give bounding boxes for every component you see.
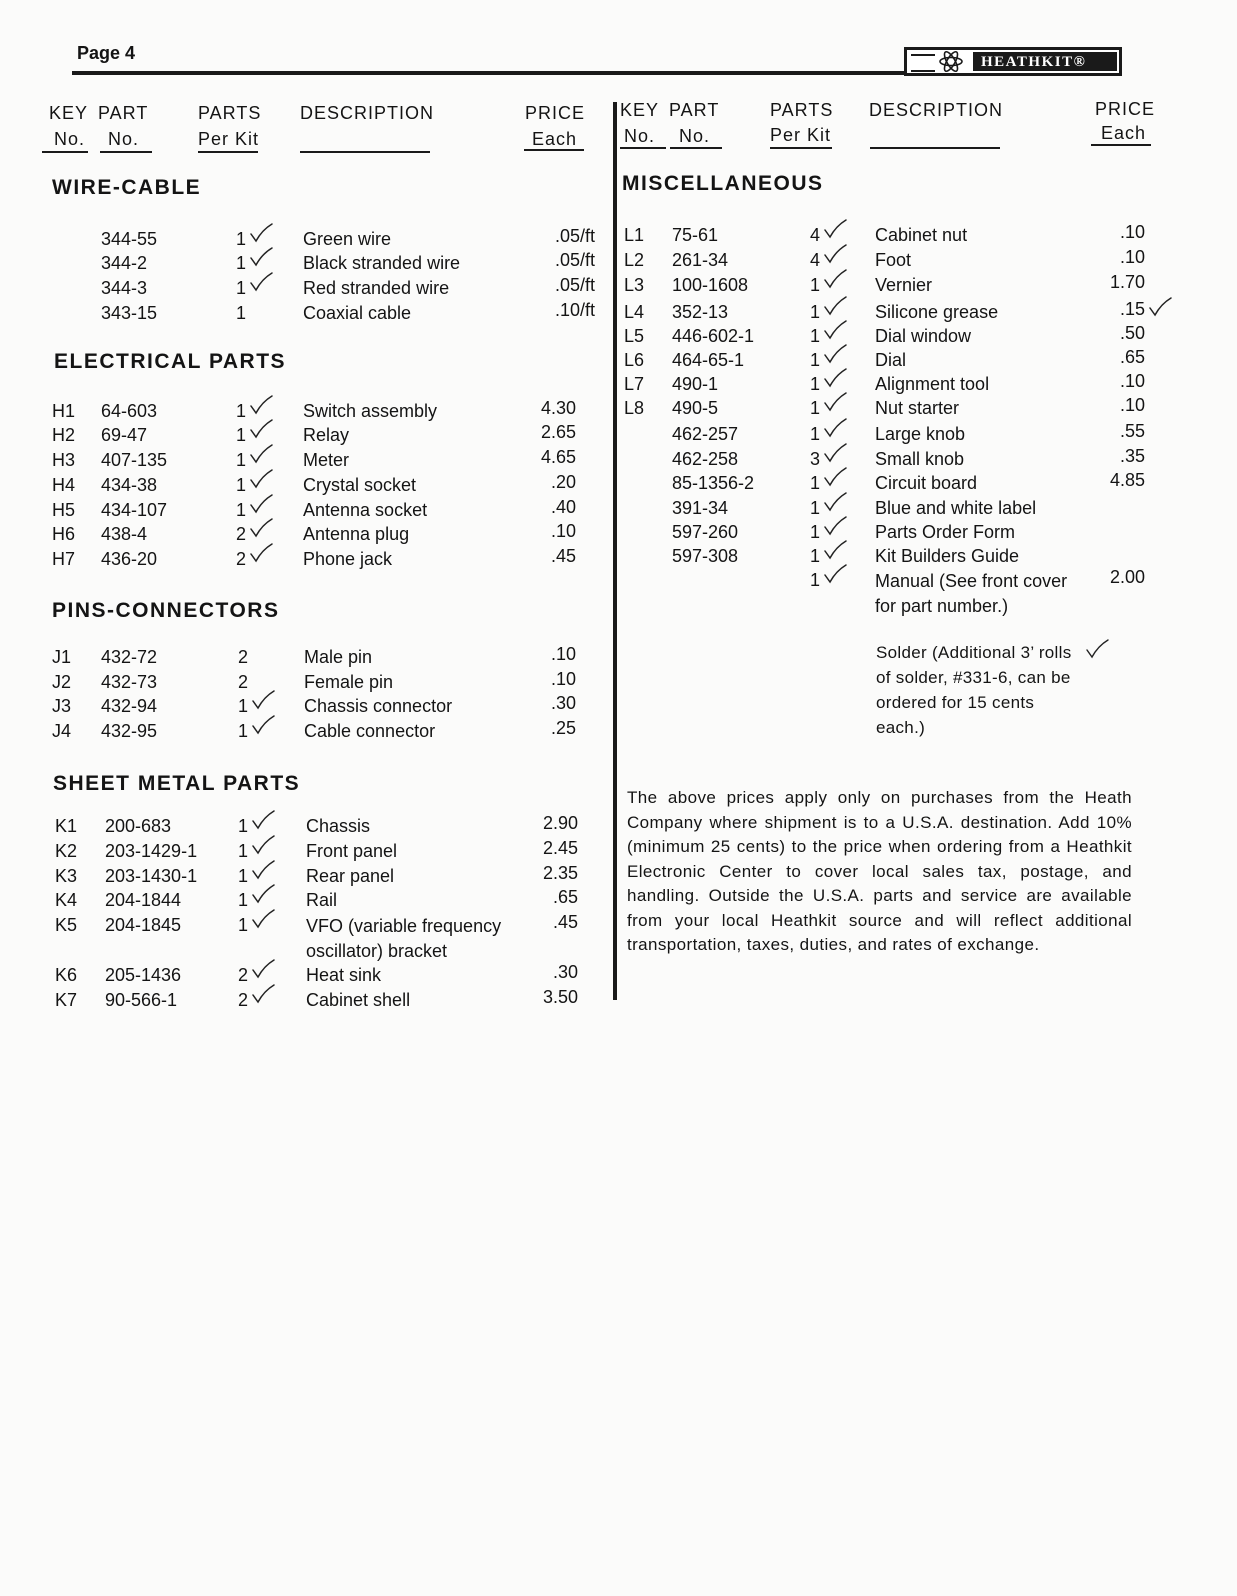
description: Antenna socket <box>303 500 428 520</box>
key-number: H6 <box>52 524 76 544</box>
part-number: 344-3 <box>101 278 148 298</box>
description: Nut starter <box>875 398 960 418</box>
description: Coaxial cable <box>303 303 412 323</box>
key-number: H7 <box>52 549 76 569</box>
check-mark-icon <box>1148 296 1172 318</box>
underline <box>1091 144 1151 146</box>
key-number: L1 <box>624 225 645 245</box>
parts-per-kit: 1 <box>236 229 247 249</box>
part-number: 203-1430-1 <box>105 866 198 886</box>
description: VFO (variable frequency oscillator) bracket <box>306 916 502 961</box>
description: Circuit board <box>875 473 978 493</box>
underline <box>870 147 1000 149</box>
part-number: 490-5 <box>672 398 719 418</box>
parts-per-kit: 1 <box>810 424 821 444</box>
description: Male pin <box>304 647 373 667</box>
description: Manual (See front cover for part number.) <box>875 571 1068 616</box>
check-mark-icon <box>251 689 275 711</box>
part-number: 462-258 <box>672 449 739 469</box>
description: Chassis <box>306 816 371 836</box>
part-number: 432-94 <box>101 696 158 716</box>
header-description: DESCRIPTION <box>300 103 435 123</box>
part-number: 85-1356-2 <box>672 473 755 493</box>
part-number: 446-602-1 <box>672 326 755 346</box>
part-number: 204-1845 <box>105 915 182 935</box>
price: .05/ft <box>554 226 595 246</box>
part-number: 343-15 <box>101 303 158 323</box>
check-mark-icon <box>823 367 847 389</box>
parts-per-kit: 1 <box>810 374 821 394</box>
check-mark-icon <box>1085 638 1109 660</box>
parts-per-kit: 1 <box>236 401 247 421</box>
price: 2.00 <box>1109 567 1145 587</box>
key-number: K4 <box>55 890 78 910</box>
header-each: Each <box>1101 123 1147 143</box>
price: .25 <box>550 718 576 738</box>
description: Rail <box>306 890 338 910</box>
price: .50 <box>1119 323 1145 343</box>
part-number: 391-34 <box>672 498 729 518</box>
key-number: K3 <box>55 866 78 886</box>
price: .05/ft <box>554 275 595 295</box>
part-number: 90-566-1 <box>105 990 178 1010</box>
price: .15 <box>1119 299 1145 319</box>
part-number: 597-260 <box>672 522 739 542</box>
header-parts: PARTS <box>198 103 262 123</box>
description: Small knob <box>875 449 965 469</box>
check-mark-icon <box>823 417 847 439</box>
header-parts: PARTS <box>770 100 834 120</box>
parts-per-kit: 1 <box>236 500 247 520</box>
check-mark-icon <box>823 319 847 341</box>
atom-icon <box>937 50 965 73</box>
part-number: 100-1608 <box>672 275 749 295</box>
key-number: J4 <box>52 721 72 741</box>
parts-per-kit: 1 <box>810 326 821 346</box>
underline <box>620 147 666 149</box>
part-number: 462-257 <box>672 424 739 444</box>
check-mark-icon <box>249 493 273 515</box>
check-mark-icon <box>823 391 847 413</box>
check-mark-icon <box>823 515 847 537</box>
parts-per-kit: 1 <box>810 498 821 518</box>
price: .10 <box>1119 371 1145 391</box>
parts-per-kit: 2 <box>238 965 249 985</box>
check-mark-icon <box>823 268 847 290</box>
key-number: L2 <box>624 250 645 270</box>
underline <box>42 151 88 153</box>
check-mark-icon <box>823 295 847 317</box>
key-number: K7 <box>55 990 78 1010</box>
part-number: 203-1429-1 <box>105 841 198 861</box>
price: 2.65 <box>540 422 576 442</box>
parts-per-kit: 1 <box>810 275 821 295</box>
check-mark-icon <box>249 443 273 465</box>
key-number: J2 <box>52 672 72 692</box>
description: Crystal socket <box>303 475 417 495</box>
check-mark-icon <box>823 466 847 488</box>
parts-per-kit: 1 <box>810 546 821 566</box>
part-number: 490-1 <box>672 374 719 394</box>
description: Front panel <box>306 841 398 861</box>
underline <box>770 147 832 149</box>
header-key-no: No. <box>624 126 656 146</box>
underline <box>300 151 430 153</box>
price: 4.85 <box>1109 470 1145 490</box>
parts-per-kit: 1 <box>238 866 249 886</box>
part-number: 75-61 <box>672 225 719 245</box>
check-mark-icon <box>251 809 275 831</box>
parts-per-kit: 2 <box>238 647 249 667</box>
header-each: Each <box>532 129 578 149</box>
description: Vernier <box>875 275 933 295</box>
price: 4.65 <box>540 447 576 467</box>
parts-per-kit: 1 <box>238 816 249 836</box>
parts-per-kit: 3 <box>810 449 821 469</box>
price: .40 <box>550 497 576 517</box>
key-number: J3 <box>52 696 72 716</box>
check-mark-icon <box>251 859 275 881</box>
part-number: 64-603 <box>101 401 158 421</box>
key-number: K5 <box>55 915 78 935</box>
price: 2.35 <box>542 863 578 883</box>
price: .45 <box>550 546 576 566</box>
check-mark-icon <box>249 418 273 440</box>
description: Cabinet nut <box>875 225 968 245</box>
parts-per-kit: 1 <box>810 522 821 542</box>
key-number: J1 <box>52 647 72 667</box>
check-mark-icon <box>823 343 847 365</box>
check-mark-icon <box>251 958 275 980</box>
parts-per-kit: 1 <box>238 915 249 935</box>
description: Switch assembly <box>303 401 438 421</box>
price: 2.90 <box>542 813 578 833</box>
price: .45 <box>552 912 578 932</box>
header-part-no: No. <box>679 126 711 146</box>
description: Cabinet shell <box>306 990 411 1010</box>
price: .55 <box>1119 421 1145 441</box>
check-mark-icon <box>823 218 847 240</box>
parts-per-kit: 1 <box>810 570 821 590</box>
key-number: L4 <box>624 302 645 322</box>
price: .10/ft <box>554 300 595 320</box>
price: .30 <box>552 962 578 982</box>
key-number: H4 <box>52 475 76 495</box>
parts-per-kit: 2 <box>238 990 249 1010</box>
description: Red stranded wire <box>303 278 450 298</box>
part-number: 434-107 <box>101 500 168 520</box>
price: 2.45 <box>542 838 578 858</box>
part-number: 261-34 <box>672 250 729 270</box>
price: .10 <box>550 669 576 689</box>
solder-note: Solder (Additional 3’ rolls of solder, #331-6, can be ordered for 15 cents each.) <box>876 643 1072 737</box>
description: Antenna plug <box>303 524 410 544</box>
description: Black stranded wire <box>303 253 461 273</box>
price: .05/ft <box>554 250 595 270</box>
section-title-electrical: ELECTRICAL PARTS <box>54 350 287 373</box>
header-part: PART <box>98 103 149 123</box>
header-part-no: No. <box>108 129 140 149</box>
column-divider <box>613 102 617 1000</box>
check-mark-icon <box>249 517 273 539</box>
check-mark-icon <box>249 246 273 268</box>
check-mark-icon <box>249 394 273 416</box>
description: Rear panel <box>306 866 395 886</box>
description: Blue and white label <box>875 498 1037 518</box>
parts-per-kit: 1 <box>810 398 821 418</box>
description: Female pin <box>304 672 394 692</box>
key-number: K1 <box>55 816 78 836</box>
part-number: 352-13 <box>672 302 729 322</box>
price: .10 <box>1119 395 1145 415</box>
check-mark-icon <box>251 983 275 1005</box>
parts-per-kit: 1 <box>238 890 249 910</box>
description: Parts Order Form <box>875 522 1016 542</box>
price: .35 <box>1119 446 1145 466</box>
check-mark-icon <box>823 491 847 513</box>
key-number: L8 <box>624 398 645 418</box>
description: Chassis connector <box>304 696 453 716</box>
part-number: 432-73 <box>101 672 158 692</box>
description: Cable connector <box>304 721 436 741</box>
part-number: 204-1844 <box>105 890 182 910</box>
parts-per-kit: 1 <box>238 841 249 861</box>
section-title-sheet-metal: SHEET METAL PARTS <box>53 772 301 795</box>
price: .10 <box>1119 222 1145 242</box>
check-mark-icon <box>251 834 275 856</box>
page-label: Page 4 <box>77 43 136 63</box>
parts-per-kit: 2 <box>236 549 247 569</box>
description: Heat sink <box>306 965 382 985</box>
brand-name: HEATHKIT® <box>973 52 1117 71</box>
parts-per-kit: 1 <box>238 696 249 716</box>
key-number: L3 <box>624 275 645 295</box>
header-key: KEY <box>620 100 660 120</box>
price: .65 <box>552 887 578 907</box>
check-mark-icon <box>823 243 847 265</box>
pricing-note: The above prices apply only on purchases from the Heath Company where shipment is to a U.S.A. destination. Add 10% (minimum 25 cents) to the price when ordering from a Heathkit Electronic Center to cover local sales tax, postage, and handling. Outside the U.S.A. parts and service are available from your local Heathkit source and will reflect additional transportation, taxes, duties, and rates of exchange. <box>627 788 1132 954</box>
section-title-pins-connectors: PINS-CONNECTORS <box>52 599 280 622</box>
part-number: 205-1436 <box>105 965 182 985</box>
description: Phone jack <box>303 549 393 569</box>
underline <box>100 151 152 153</box>
part-number: 432-95 <box>101 721 158 741</box>
header-description: DESCRIPTION <box>869 100 1004 120</box>
description: Silicone grease <box>875 302 999 322</box>
check-mark-icon <box>249 542 273 564</box>
parts-per-kit: 1 <box>810 350 821 370</box>
key-number: L5 <box>624 326 645 346</box>
part-number: 344-55 <box>101 229 158 249</box>
description: Dial window <box>875 326 972 346</box>
header-part: PART <box>669 100 720 120</box>
key-number: H1 <box>52 401 76 421</box>
description: Relay <box>303 425 350 445</box>
parts-per-kit: 1 <box>236 450 247 470</box>
part-number: 200-683 <box>105 816 172 836</box>
header-price: PRICE <box>1095 99 1156 119</box>
parts-per-kit: 1 <box>236 278 247 298</box>
check-mark-icon <box>823 442 847 464</box>
parts-per-kit: 2 <box>238 672 249 692</box>
part-number: 438-4 <box>101 524 148 544</box>
parts-per-kit: 4 <box>810 250 821 270</box>
check-mark-icon <box>249 271 273 293</box>
description: Kit Builders Guide <box>875 546 1020 566</box>
key-number: H5 <box>52 500 76 520</box>
key-number: L7 <box>624 374 645 394</box>
key-number: K2 <box>55 841 78 861</box>
description: Foot <box>875 250 912 270</box>
logo-stripes <box>911 54 935 72</box>
parts-per-kit: 1 <box>236 253 247 273</box>
header-per-kit: Per Kit <box>198 129 260 149</box>
description: Large knob <box>875 424 966 444</box>
heathkit-logo <box>904 47 1122 76</box>
part-number: 344-2 <box>101 253 148 273</box>
part-number: 432-72 <box>101 647 158 667</box>
price: .10 <box>1119 247 1145 267</box>
check-mark-icon <box>823 563 847 585</box>
parts-per-kit: 1 <box>236 475 247 495</box>
key-number: K6 <box>55 965 78 985</box>
price: 1.70 <box>1109 272 1145 292</box>
underline <box>524 149 584 151</box>
description: Green wire <box>303 229 392 249</box>
description: Dial <box>875 350 907 370</box>
description: Alignment tool <box>875 374 990 394</box>
header-key: KEY <box>49 103 89 123</box>
part-number: 434-38 <box>101 475 158 495</box>
parts-per-kit: 1 <box>810 473 821 493</box>
check-mark-icon <box>823 539 847 561</box>
check-mark-icon <box>249 468 273 490</box>
price: .30 <box>550 693 576 713</box>
header-price: PRICE <box>525 103 586 123</box>
part-number: 69-47 <box>101 425 148 445</box>
parts-per-kit: 1 <box>236 425 247 445</box>
check-mark-icon <box>251 908 275 930</box>
key-number: L6 <box>624 350 645 370</box>
price: .20 <box>550 472 576 492</box>
underline <box>670 147 722 149</box>
header-per-kit: Per Kit <box>770 125 832 145</box>
price: .65 <box>1119 347 1145 367</box>
part-number: 407-135 <box>101 450 168 470</box>
price: .10 <box>550 521 576 541</box>
check-mark-icon <box>249 222 273 244</box>
part-number: 597-308 <box>672 546 739 566</box>
key-number: H3 <box>52 450 76 470</box>
section-title-wire-cable: WIRE-CABLE <box>52 176 202 199</box>
parts-per-kit: 1 <box>236 303 247 323</box>
parts-per-kit: 1 <box>238 721 249 741</box>
header-key-no: No. <box>54 129 86 149</box>
parts-per-kit: 4 <box>810 225 821 245</box>
part-number: 464-65-1 <box>672 350 745 370</box>
parts-per-kit: 2 <box>236 524 247 544</box>
header-rule <box>72 71 907 75</box>
price: 3.50 <box>542 987 578 1007</box>
price: 4.30 <box>540 398 576 418</box>
parts-per-kit: 1 <box>810 302 821 322</box>
description: Meter <box>303 450 350 470</box>
section-title-miscellaneous: MISCELLANEOUS <box>622 172 824 195</box>
check-mark-icon <box>251 883 275 905</box>
key-number: H2 <box>52 425 76 445</box>
price: .10 <box>550 644 576 664</box>
check-mark-icon <box>251 714 275 736</box>
underline <box>198 151 258 153</box>
part-number: 436-20 <box>101 549 158 569</box>
